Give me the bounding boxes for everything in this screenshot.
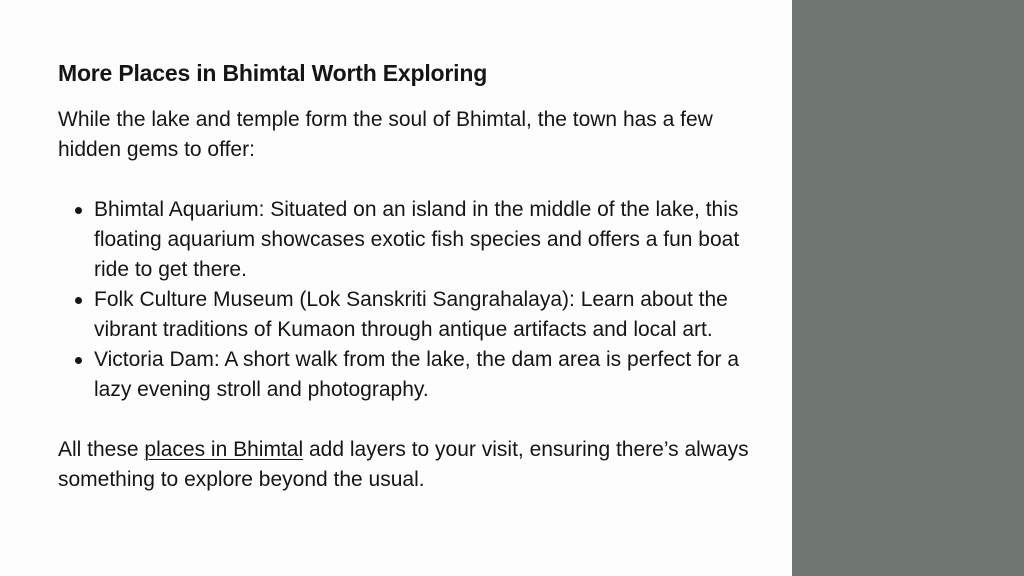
bullet-icon [75, 297, 82, 304]
list-item-text: Folk Culture Museum (Lok Sanskriti Sangrahalaya): Learn about the vibrant traditions of Kumaon through antique artifacts and local art. [94, 288, 728, 341]
article-body [58, 58, 758, 495]
bullet-icon [75, 207, 82, 214]
places-in-bhimtal-link[interactable]: places in Bhimtal [144, 438, 304, 461]
outro-text-after: add layers to your visit, ensuring there’s always something to explore beyond the usual. [58, 438, 749, 491]
list-item-dam [58, 345, 758, 405]
section-heading: More Places in Bhimtal Worth Exploring [58, 60, 488, 86]
places-list [58, 195, 758, 405]
list-item-museum [58, 285, 758, 345]
side-panel [792, 0, 1024, 576]
bullet-icon [75, 357, 82, 364]
outro-paragraph [58, 435, 758, 495]
list-item-text: Bhimtal Aquarium: Situated on an island in the middle of the lake, this floating aquarium showcases exotic fish species and offers a fun boat ride to get there. [94, 198, 740, 281]
list-item-text: Victoria Dam: A short walk from the lake, the dam area is perfect for a lazy evening stroll and photography. [94, 348, 740, 401]
intro-paragraph: While the lake and temple form the soul of Bhimtal, the town has a few hidden gems to offer: [58, 108, 713, 161]
list-item-aquarium [58, 195, 758, 285]
outro-text-before: All these [58, 438, 145, 461]
